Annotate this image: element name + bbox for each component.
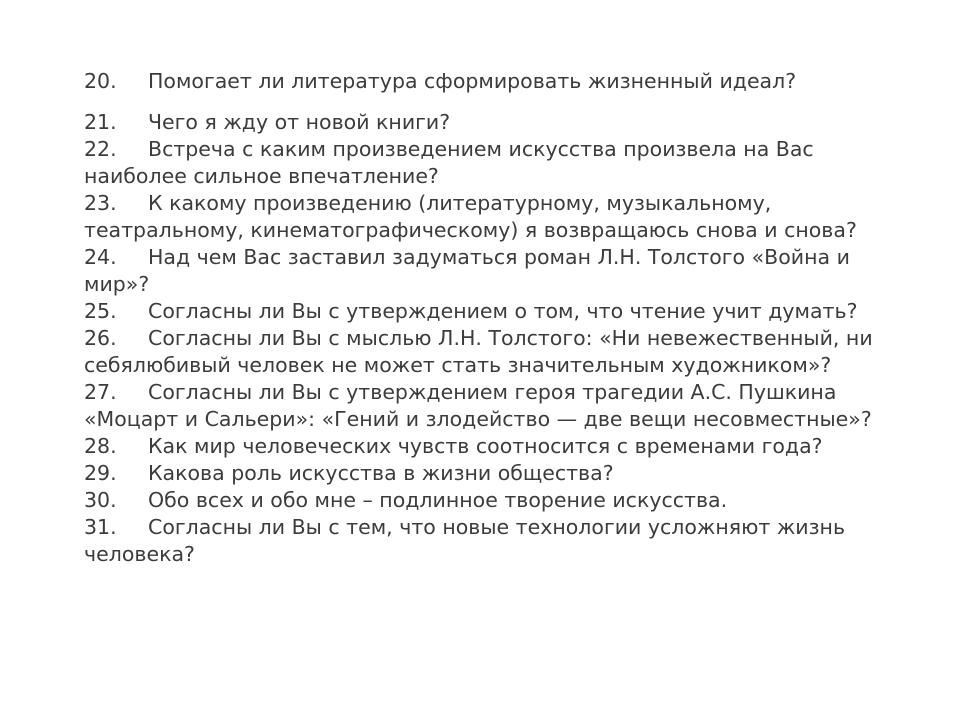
item-number: 28.: [84, 434, 117, 458]
list-item-23: [84, 190, 884, 244]
item-text: Какова роль искусства в жизни общества?: [148, 461, 614, 485]
clipped-top-item: [84, 69, 884, 109]
item-text: Согласны ли Вы с утверждением о том, что чтение учит думать?: [148, 299, 858, 323]
item-text: Чего я жду от новой книги?: [148, 110, 451, 134]
item-text: Обо всех и обо мне – подлинное творение искусства.: [148, 488, 728, 512]
item-number: 29.: [84, 461, 117, 485]
item-number: 30.: [84, 488, 117, 512]
item-number: 24.: [84, 245, 117, 269]
item-text-continuation: мир»?: [84, 272, 150, 296]
item-text: Согласны ли Вы с утверждением героя трагедии А.С. Пушкина: [148, 380, 837, 404]
list-item-28: [84, 433, 884, 460]
item-text-continuation: наиболее сильное впечатление?: [84, 164, 439, 188]
item-text: Помогает ли литература сформировать жизненный идеал?: [148, 69, 797, 93]
list-item-30: [84, 487, 884, 514]
list-item-29: [84, 460, 884, 487]
item-text-continuation: «Моцарт и Сальери»: «Гений и злодейство — две вещи несовместные»?: [84, 407, 872, 431]
item-number: 23.: [84, 191, 117, 215]
item-number: 31.: [84, 515, 117, 539]
item-number: 25.: [84, 299, 117, 323]
list-item-26: [84, 325, 884, 379]
list-item-27: [84, 379, 884, 433]
item-text: Согласны ли Вы с тем, что новые технологии усложняют жизнь: [148, 515, 846, 539]
item-text: Над чем Вас заставил задуматься роман Л.Н. Толстого «Война и: [148, 245, 850, 269]
item-number: 21.: [84, 110, 117, 134]
item-text: К какому произведению (литературному, музыкальному,: [148, 191, 772, 215]
list-item-31: [84, 514, 884, 568]
item-text: Согласны ли Вы с мыслью Л.Н. Толстого: «Ни невежественный, ни: [148, 326, 873, 350]
item-number: 26.: [84, 326, 117, 350]
question-list: [84, 69, 884, 568]
item-text: Встреча с каким произведением искусства произвела на Вас: [148, 137, 814, 161]
list-item-25: [84, 298, 884, 325]
item-text-continuation: человека?: [84, 542, 195, 566]
item-text: Как мир человеческих чувств соотносится с временами года?: [148, 434, 823, 458]
item-number: 20.: [84, 69, 117, 93]
item-text-continuation: себялюбивый человек не может стать значительным художником»?: [84, 353, 832, 377]
item-number: 22.: [84, 137, 117, 161]
list-item-21: [84, 109, 884, 136]
list-item-22: [84, 136, 884, 190]
item-number: 27.: [84, 380, 117, 404]
item-text-continuation: театральному, кинематографическому) я возвращаюсь снова и снова?: [84, 218, 857, 242]
list-item-24: [84, 244, 884, 298]
